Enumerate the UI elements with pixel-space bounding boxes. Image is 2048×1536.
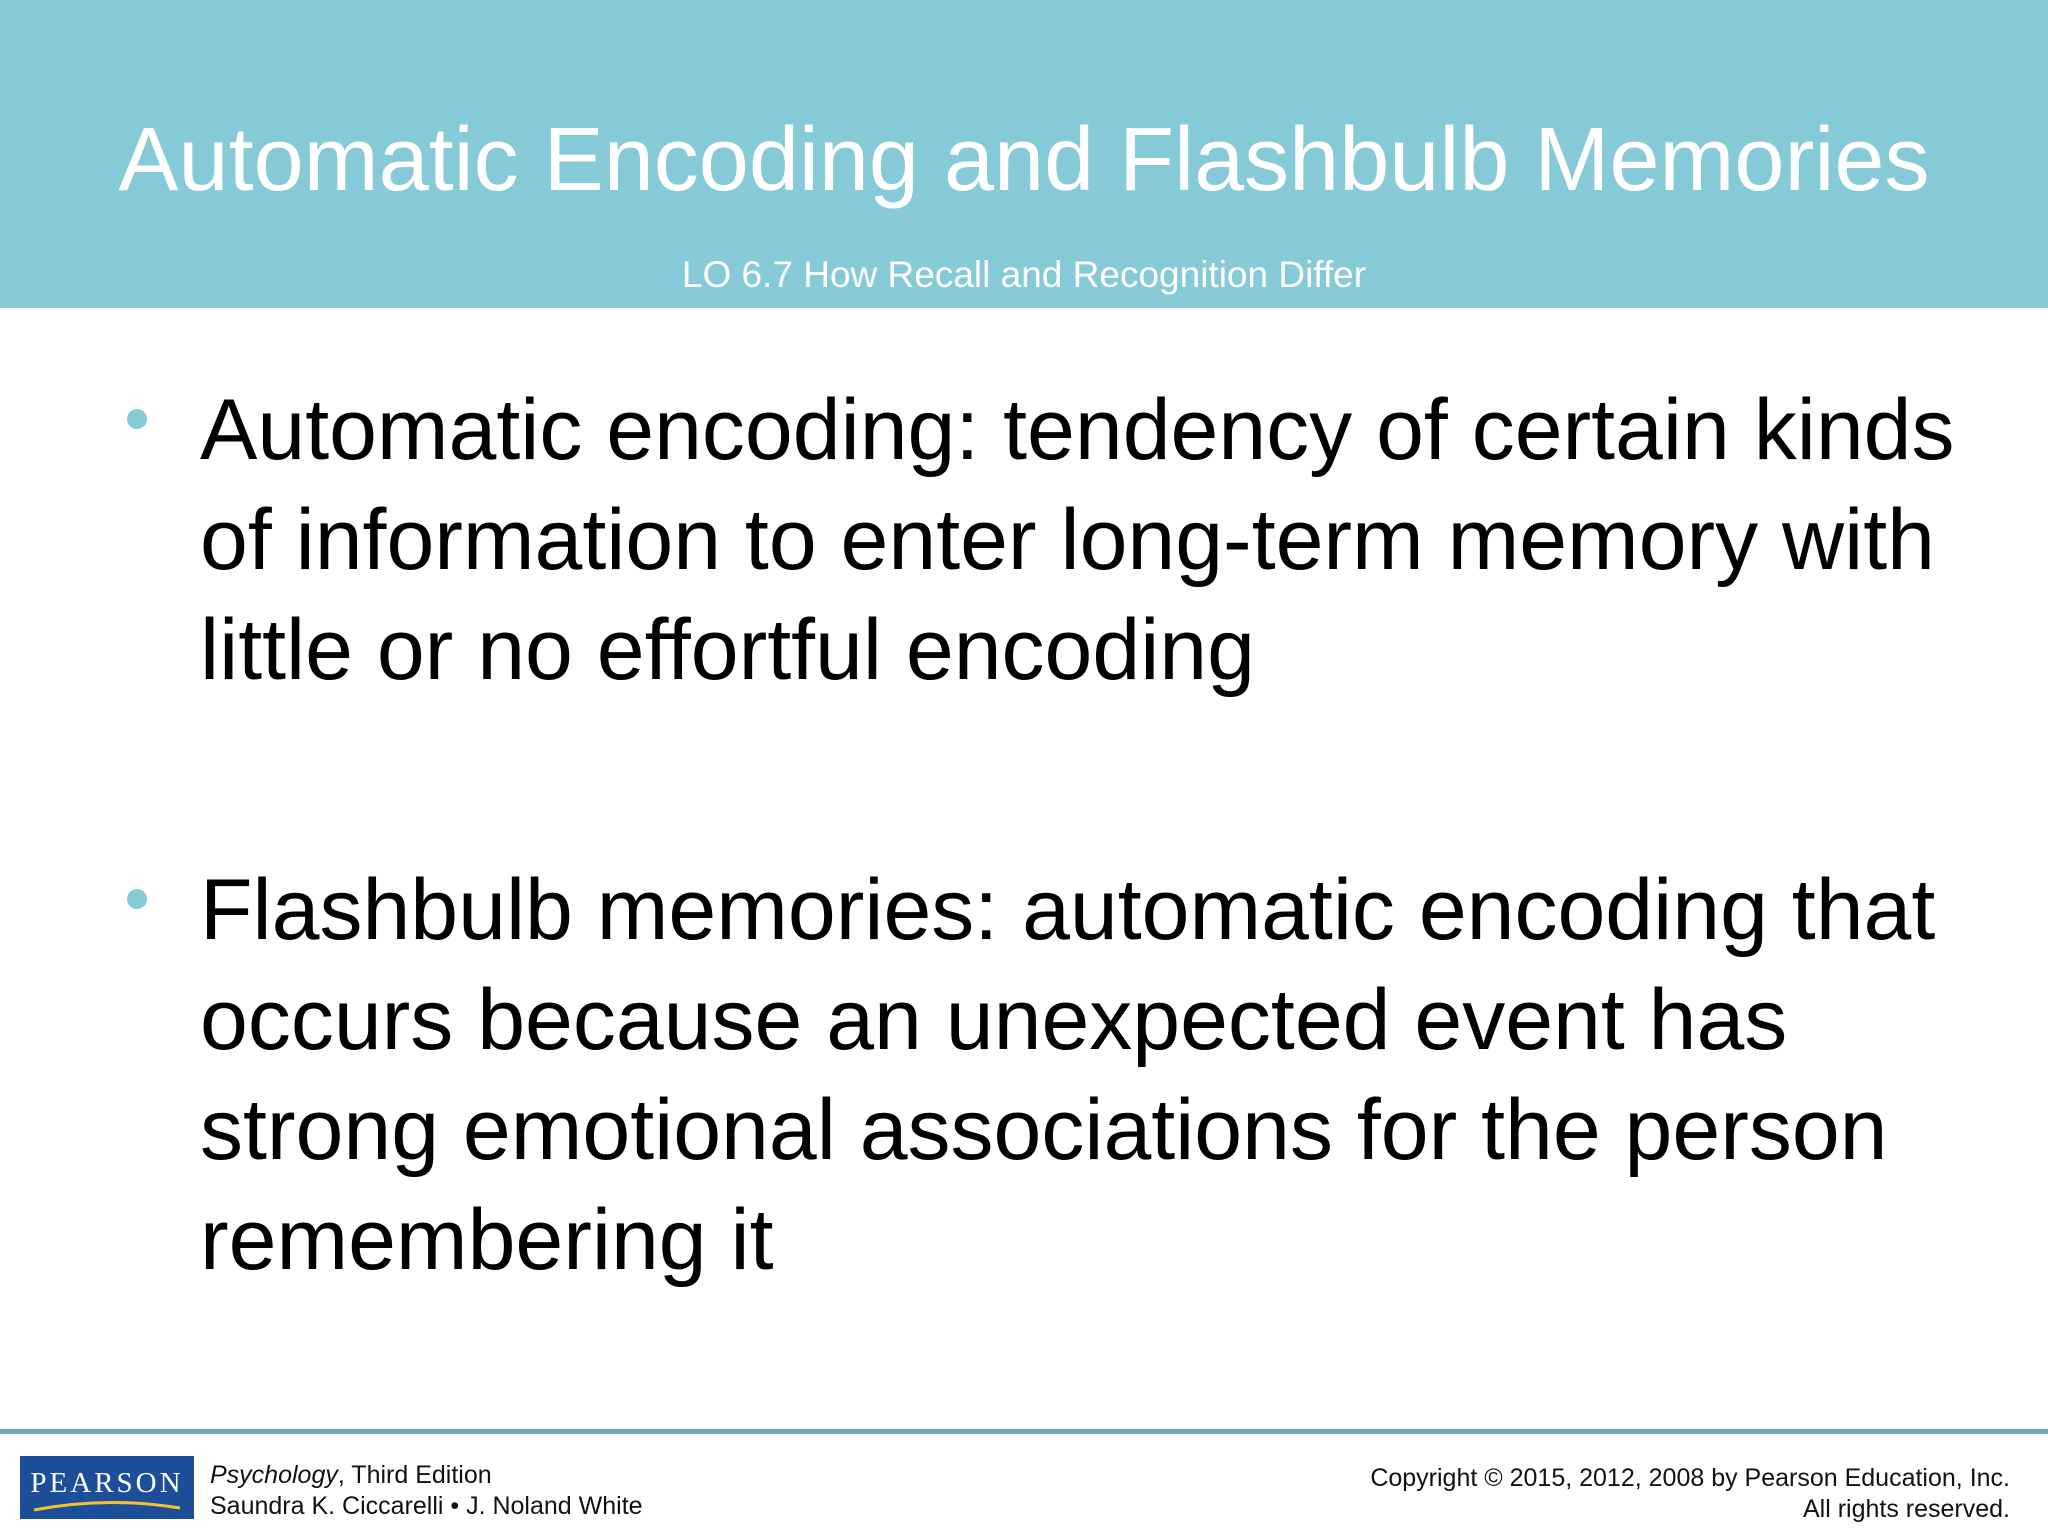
bullet-dot-icon <box>127 409 147 429</box>
bullet-text: Flashbulb memories: automatic encoding that occurs because an unexpected event has strong emotional associations for the person remembering it <box>200 862 1936 1288</box>
bullet-item-automatic-encoding <box>200 375 1960 705</box>
slide-subtitle: LO 6.7 How Recall and Recognition Differ <box>681 254 1367 295</box>
book-title: Psychology <box>210 1461 338 1489</box>
copyright-notice <box>1370 1463 2010 1525</box>
pearson-logo <box>20 1456 194 1519</box>
pearson-swoosh-icon <box>20 1496 194 1519</box>
copyright-line-1: Copyright © 2015, 2012, 2008 by Pearson Education, Inc. <box>1370 1464 2010 1492</box>
bullet-dot-icon <box>127 889 147 909</box>
book-authors: Saundra K. Ciccarelli • J. Noland White <box>210 1492 643 1520</box>
book-citation <box>210 1460 643 1522</box>
book-title-line <box>210 1460 643 1491</box>
book-edition: , Third Edition <box>337 1461 492 1489</box>
slide-title: Automatic Encoding and Flashbulb Memories <box>118 110 1930 210</box>
pearson-logo-text: PEARSON <box>30 1467 184 1499</box>
footer-divider <box>0 1429 2048 1434</box>
header-banner <box>0 0 2048 308</box>
bullet-item-flashbulb-memories <box>200 855 1960 1295</box>
copyright-line-2: All rights reserved. <box>1802 1495 2010 1523</box>
bullet-text: Automatic encoding: tendency of certain kinds of information to enter long-term memory with little or no effortful encoding <box>200 382 1955 698</box>
